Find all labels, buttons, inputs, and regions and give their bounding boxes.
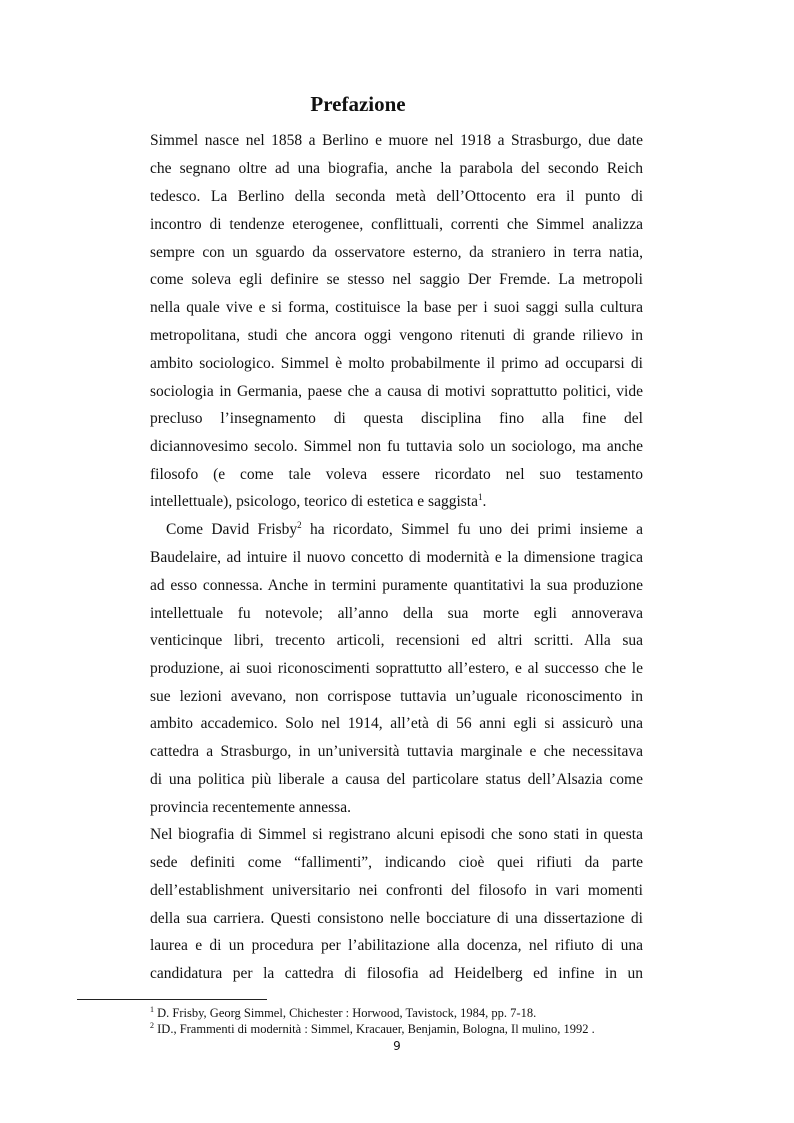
text-line: ambito accademico. Solo nel 1914, all’età di 56 anni egli si assicurò una bbox=[150, 715, 643, 732]
footnote-ref-2: 2 bbox=[297, 519, 302, 530]
footnote-2: $^2$ ID., Frammenti di modernità : Simmel, Kracauer, Benjamin, Bologna, Il mulino, 1992 . bbox=[150, 1020, 595, 1036]
text-line: Baudelaire, ad intuire il nuovo concetto di modernità e la dimensione tragica bbox=[150, 549, 643, 566]
footnote-separator bbox=[77, 999, 267, 1000]
text-line: ad esso connessa. Anche in termini puramente quantitativi la sua produzione bbox=[150, 577, 643, 594]
text-line: Simmel nasce nel 1858 a Berlino e muore nel 1918 a Strasburgo, due date bbox=[150, 132, 643, 149]
text-line: dell’establishment universitario nei confronti del filosofo in vari momenti bbox=[150, 882, 643, 899]
page-number: 9 bbox=[393, 1039, 401, 1053]
text-line: intellettuale), psicologo, teorico di estetica e saggista$^1$. bbox=[150, 491, 487, 510]
text-line: ambito sociologico. Simmel è molto probabilmente il primo ad occuparsi di bbox=[150, 355, 643, 372]
text-line: Nel biografia di Simmel si registrano alcuni episodi che sono stati in questa bbox=[150, 826, 643, 843]
footnote-ref-1: 1 bbox=[477, 491, 483, 502]
footnote-1: $^1$ D. Frisby, Georg Simmel, Chichester : Horwood, Tavistock, 1984, pp. 7-18. bbox=[150, 1004, 537, 1020]
text-line: Come David Frisby$^2$ ha ricordato, Simmel fu uno dei primi insieme a bbox=[166, 519, 643, 538]
text-line: venticinque libri, trecento articoli, recensioni ed altri scritti. Alla sua bbox=[150, 632, 643, 649]
text-line: della sua carriera. Questi consistono nelle bocciature di una dissertazione di bbox=[150, 910, 643, 927]
page-title: Prefazione bbox=[310, 92, 406, 116]
text-line: intellettuale fu notevole; all’anno della sua morte egli annoverava bbox=[150, 605, 643, 622]
text-line: filosofo (e come tale voleva essere ricordato nel suo testamento bbox=[150, 466, 643, 483]
text-line: tedesco. La Berlino della seconda metà dell’Ottocento era il punto di bbox=[150, 188, 643, 205]
text-line: incontro di tendenze eterogenee, conflittuali, correnti che Simmel analizza bbox=[150, 216, 643, 233]
text-line: sue lezioni avevano, non corrispose tuttavia un’uguale riconoscimento in bbox=[150, 688, 643, 705]
text-line: diciannovesimo secolo. Simmel non fu tuttavia solo un sociologo, ma anche bbox=[150, 438, 643, 455]
text-line: metropolitana, studi che ancora oggi vengono ritenuti di grande rilievo in bbox=[150, 327, 643, 344]
text-line: precluso l’insegnamento di questa disciplina fino alla fine del bbox=[150, 410, 643, 427]
text-line: candidatura per la cattedra di filosofia ad Heidelberg ed infine in un bbox=[150, 965, 643, 982]
text-line: nella quale vive e si forma, costituisce la base per i suoi saggi sulla cultura bbox=[150, 299, 643, 316]
text-line: provincia recentemente annessa. bbox=[150, 799, 351, 816]
text-line: sociologia in Germania, paese che a causa di motivi soprattutto politici, vide bbox=[150, 383, 643, 400]
text-line: sempre con un sguardo da osservatore esterno, da straniero in terra natia, bbox=[150, 244, 643, 261]
text-line: come soleva egli definire se stesso nel saggio Der Fremde. La metropoli bbox=[150, 271, 643, 288]
text-line: di una politica più liberale a causa del particolare status dell’Alsazia come bbox=[150, 771, 643, 788]
text-line: sede definiti come “fallimenti”, indicando cioè quei rifiuti da parte bbox=[150, 854, 643, 871]
text-line: produzione, ai suoi riconoscimenti soprattutto all’estero, e al successo che le bbox=[150, 660, 643, 677]
text-line: laurea e di un procedura per l’abilitazione alla docenza, nel rifiuto di una bbox=[150, 937, 643, 954]
text-line: cattedra a Strasburgo, in un’università tuttavia marginale e che necessitava bbox=[150, 743, 643, 760]
text-line: che segnano oltre ad una biografia, anche la parabola del secondo Reich bbox=[150, 160, 643, 177]
